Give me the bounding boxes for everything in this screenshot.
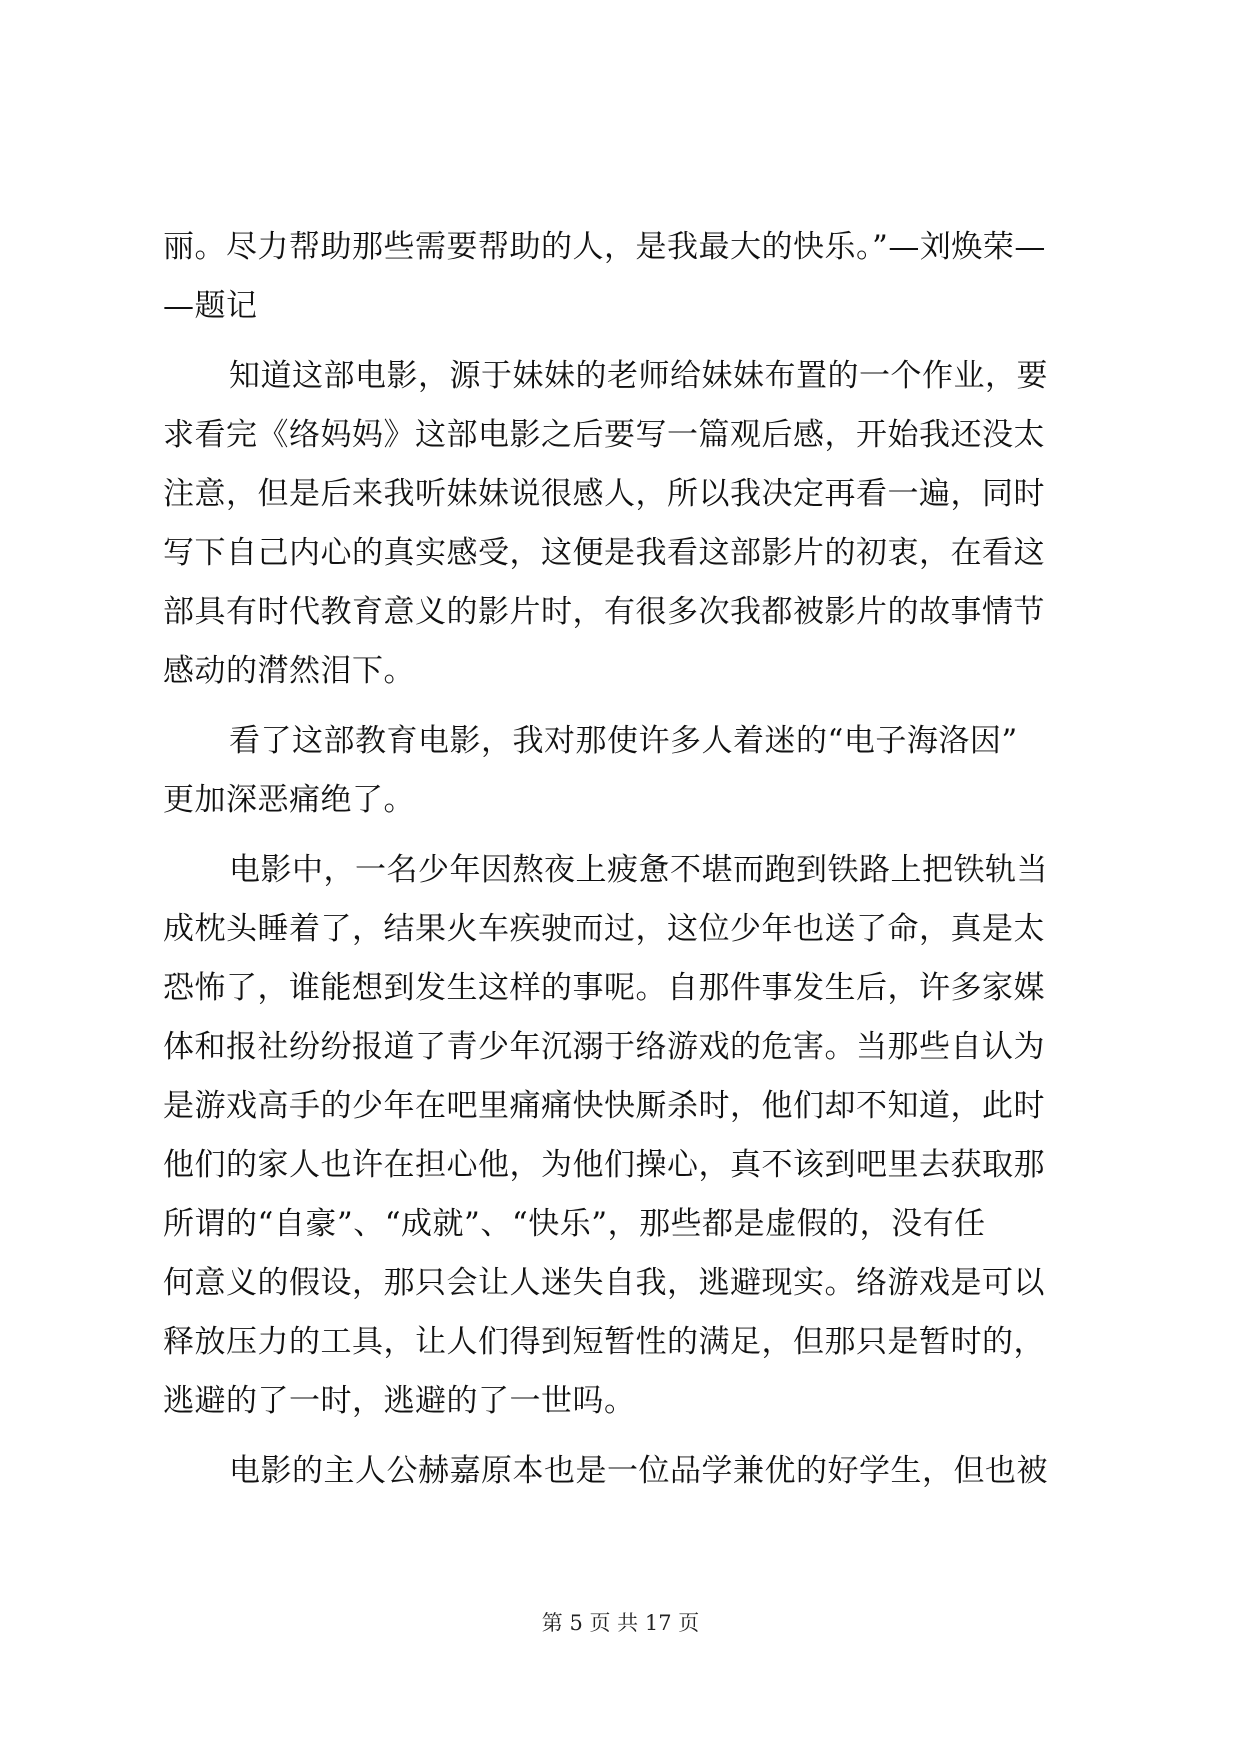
paragraph-first-line: 看了这部教育电影，我对那使许多人着迷的“电子海洛因” bbox=[229, 723, 1018, 759]
paragraph-first-line: 知道这部电影，源于妹妹的老师给妹妹布置的一个作业，要 bbox=[229, 358, 1048, 394]
text-line: 成枕头睡着了，结果火车疾驶而过，这位少年也送了命，真是太 bbox=[163, 911, 1045, 947]
paragraph-first-line: 电影的主人公赫嘉原本也是一位品学兼优的好学生，但也被 bbox=[229, 1453, 1048, 1489]
text-line: 他们的家人也许在担心他，为他们操心，真不该到吧里去获取那 bbox=[163, 1147, 1045, 1183]
text-line: 部具有时代教育意义的影片时，有很多次我都被影片的故事情节 bbox=[163, 594, 1045, 630]
text-line: 何意义的假设，那只会让人迷失自我，逃避现实。络游戏是可以 bbox=[163, 1265, 1045, 1301]
text-line: 求看完《络妈妈》这部电影之后要写一篇观后感，开始我还没太 bbox=[163, 417, 1045, 453]
document-body bbox=[163, 218, 1083, 1501]
text-line: 写下自己内心的真实感受，这便是我看这部影片的初衷，在看这 bbox=[163, 535, 1045, 571]
text-line: 逃避的了一时，逃避的了一世吗。 bbox=[163, 1383, 636, 1419]
text-line: —题记 bbox=[163, 288, 258, 324]
text-line: 更加深恶痛绝了。 bbox=[163, 782, 415, 818]
text-line: 恐怖了，谁能想到发生这样的事呢。自那件事发生后，许多家媒 bbox=[163, 970, 1045, 1006]
text-line: 感动的潸然泪下。 bbox=[163, 653, 415, 689]
text-line: 注意，但是后来我听妹妹说很感人，所以我决定再看一遍，同时 bbox=[163, 476, 1045, 512]
text-line: 释放压力的工具，让人们得到短暂性的满足，但那只是暂时的， bbox=[163, 1324, 1045, 1360]
text-line: 所谓的“自豪”、“成就”、“快乐”，那些都是虚假的，没有任 bbox=[163, 1206, 986, 1242]
paragraph-first-line: 电影中，一名少年因熬夜上疲惫不堪而跑到铁路上把铁轨当 bbox=[229, 852, 1048, 888]
page-number-footer: 第 5 页 共 17 页 bbox=[541, 1611, 700, 1635]
text-line: 是游戏高手的少年在吧里痛痛快快厮杀时，他们却不知道，此时 bbox=[163, 1088, 1045, 1124]
text-line: 丽。尽力帮助那些需要帮助的人，是我最大的快乐。”—刘焕荣— bbox=[163, 229, 1046, 265]
text-line: 体和报社纷纷报道了青少年沉溺于络游戏的危害。当那些自认为 bbox=[163, 1029, 1045, 1065]
